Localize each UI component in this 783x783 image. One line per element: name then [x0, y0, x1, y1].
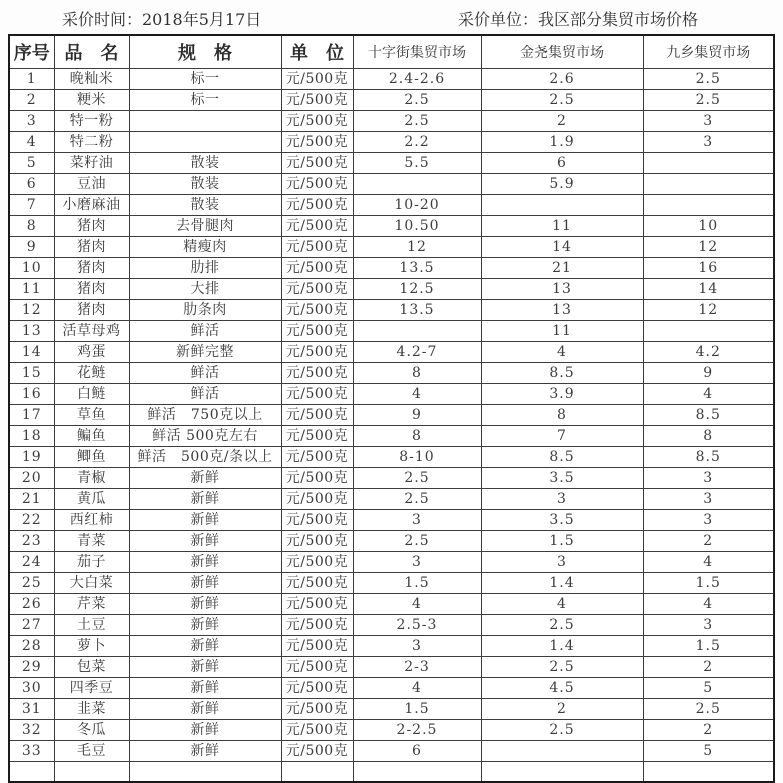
unit: 元/500克 — [281, 299, 353, 320]
spec: 散装 — [129, 194, 281, 215]
spec: 新鲜 — [129, 551, 281, 572]
empty-cell — [129, 761, 281, 782]
spec: 新鲜 — [129, 509, 281, 530]
spec: 新鲜 — [129, 656, 281, 677]
table-row — [9, 194, 774, 215]
row-index: 23 — [9, 530, 54, 551]
product-name: 晚籼米 — [54, 68, 129, 89]
spec: 新鲜 — [129, 530, 281, 551]
price-value: 3.5 — [481, 509, 643, 530]
product-name: 菜籽油 — [54, 152, 129, 173]
table-row — [9, 551, 774, 572]
product-name: 花鲢 — [54, 362, 129, 383]
product-name: 粳米 — [54, 89, 129, 110]
price-value: 14 — [643, 278, 774, 299]
table-row — [9, 383, 774, 404]
product-name: 草鱼 — [54, 404, 129, 425]
product-name: 鳊鱼 — [54, 425, 129, 446]
unit: 元/500克 — [281, 572, 353, 593]
price-value: 4 — [643, 383, 774, 404]
price-value: 12 — [643, 236, 774, 257]
unit: 元/500克 — [281, 131, 353, 152]
unit: 元/500克 — [281, 488, 353, 509]
row-index: 25 — [9, 572, 54, 593]
table-row — [9, 656, 774, 677]
price-value: 2.5 — [353, 488, 481, 509]
table-row — [9, 404, 774, 425]
price-value: 2.2 — [353, 131, 481, 152]
unit: 元/500克 — [281, 215, 353, 236]
unit: 元/500克 — [281, 446, 353, 467]
price-value: 6 — [353, 740, 481, 761]
product-name: 土豆 — [54, 614, 129, 635]
price-value: 3 — [643, 110, 774, 131]
price-value: 3 — [353, 509, 481, 530]
spec: 新鲜 — [129, 698, 281, 719]
price-value: 12.5 — [353, 278, 481, 299]
price-value: 4 — [353, 677, 481, 698]
row-index: 29 — [9, 656, 54, 677]
product-name: 四季豆 — [54, 677, 129, 698]
row-index: 7 — [9, 194, 54, 215]
price-value: 8.5 — [643, 446, 774, 467]
price-value: 11 — [481, 320, 643, 341]
row-index: 11 — [9, 278, 54, 299]
empty-cell — [481, 761, 643, 782]
price-value: 3 — [481, 551, 643, 572]
price-value: 2 — [643, 656, 774, 677]
price-value: 1.4 — [481, 572, 643, 593]
price-value — [353, 173, 481, 194]
product-name: 猪肉 — [54, 236, 129, 257]
row-index: 12 — [9, 299, 54, 320]
price-value: 1.9 — [481, 131, 643, 152]
price-value: 3 — [353, 551, 481, 572]
price-value: 12 — [353, 236, 481, 257]
row-index: 10 — [9, 257, 54, 278]
unit: 元/500克 — [281, 677, 353, 698]
price-value: 13.5 — [353, 299, 481, 320]
price-value — [643, 173, 774, 194]
spec: 新鲜 — [129, 572, 281, 593]
table-row — [9, 341, 774, 362]
spec: 散装 — [129, 152, 281, 173]
row-index: 30 — [9, 677, 54, 698]
row-index: 22 — [9, 509, 54, 530]
product-name: 芹菜 — [54, 593, 129, 614]
unit: 元/500克 — [281, 152, 353, 173]
spec: 精瘦肉 — [129, 236, 281, 257]
row-index: 26 — [9, 593, 54, 614]
price-value: 8.5 — [481, 362, 643, 383]
table-row — [9, 740, 774, 761]
product-name: 青菜 — [54, 530, 129, 551]
price-value: 1.4 — [481, 635, 643, 656]
row-index: 14 — [9, 341, 54, 362]
column-header: 单 位 — [281, 35, 353, 68]
table-row — [9, 68, 774, 89]
row-index: 24 — [9, 551, 54, 572]
spec — [129, 131, 281, 152]
product-name: 包菜 — [54, 656, 129, 677]
price-value: 2.5 — [353, 89, 481, 110]
price-value: 2-3 — [353, 656, 481, 677]
product-name: 黄瓜 — [54, 488, 129, 509]
price-value: 4 — [481, 593, 643, 614]
table-row — [9, 446, 774, 467]
table-row-partial — [9, 761, 774, 782]
spec: 标一 — [129, 68, 281, 89]
market-price-table — [8, 34, 775, 783]
price-value: 3 — [481, 488, 643, 509]
product-name: 猪肉 — [54, 257, 129, 278]
price-value: 2.5-3 — [353, 614, 481, 635]
price-value: 8 — [643, 425, 774, 446]
price-value: 2.5 — [481, 656, 643, 677]
unit: 元/500克 — [281, 89, 353, 110]
price-value: 3.9 — [481, 383, 643, 404]
spec: 新鲜 — [129, 467, 281, 488]
price-value — [353, 320, 481, 341]
unit: 元/500克 — [281, 110, 353, 131]
price-value — [481, 194, 643, 215]
unit: 元/500克 — [281, 257, 353, 278]
product-name: 大白菜 — [54, 572, 129, 593]
unit: 元/500克 — [281, 425, 353, 446]
unit: 元/500克 — [281, 719, 353, 740]
price-value: 8-10 — [353, 446, 481, 467]
spec: 新鲜 — [129, 719, 281, 740]
collection-time-label: 采价时间：2018年5月17日 — [62, 10, 262, 29]
product-name: 小磨麻油 — [54, 194, 129, 215]
table-row — [9, 131, 774, 152]
unit: 元/500克 — [281, 509, 353, 530]
spec — [129, 110, 281, 131]
product-name: 青椒 — [54, 467, 129, 488]
price-value: 7 — [481, 425, 643, 446]
price-value: 2.4-2.6 — [353, 68, 481, 89]
table-body — [9, 68, 774, 782]
price-value: 13 — [481, 299, 643, 320]
row-index: 20 — [9, 467, 54, 488]
price-value: 4.2 — [643, 341, 774, 362]
price-value: 5.9 — [481, 173, 643, 194]
table-row — [9, 299, 774, 320]
column-header: 十字街集贸市场 — [353, 35, 481, 68]
collection-unit-label: 采价单位：我区部分集贸市场价格 — [458, 10, 699, 29]
unit: 元/500克 — [281, 740, 353, 761]
table-row — [9, 467, 774, 488]
spec: 新鲜 — [129, 593, 281, 614]
empty-cell — [643, 761, 774, 782]
price-value: 2.5 — [643, 68, 774, 89]
unit: 元/500克 — [281, 467, 353, 488]
row-index: 5 — [9, 152, 54, 173]
empty-cell — [281, 761, 353, 782]
price-value: 10.50 — [353, 215, 481, 236]
price-value: 2 — [481, 110, 643, 131]
price-value: 16 — [643, 257, 774, 278]
spec: 新鲜 — [129, 740, 281, 761]
table-row — [9, 278, 774, 299]
row-index: 19 — [9, 446, 54, 467]
price-value: 1.5 — [353, 572, 481, 593]
price-value: 2.5 — [353, 530, 481, 551]
price-value: 2.5 — [353, 110, 481, 131]
row-index: 28 — [9, 635, 54, 656]
unit: 元/500克 — [281, 635, 353, 656]
unit: 元/500克 — [281, 698, 353, 719]
empty-cell — [54, 761, 129, 782]
spec: 新鲜 — [129, 488, 281, 509]
row-index: 13 — [9, 320, 54, 341]
price-value: 11 — [481, 215, 643, 236]
table-row — [9, 236, 774, 257]
price-value: 8 — [353, 362, 481, 383]
price-value: 8 — [353, 425, 481, 446]
row-index: 17 — [9, 404, 54, 425]
table-row — [9, 89, 774, 110]
price-value: 2.5 — [353, 467, 481, 488]
row-index: 6 — [9, 173, 54, 194]
price-value: 4.2-7 — [353, 341, 481, 362]
product-name: 特二粉 — [54, 131, 129, 152]
unit: 元/500克 — [281, 278, 353, 299]
spec: 新鲜 — [129, 614, 281, 635]
price-value: 9 — [353, 404, 481, 425]
unit: 元/500克 — [281, 68, 353, 89]
product-name: 豆油 — [54, 173, 129, 194]
price-value: 13.5 — [353, 257, 481, 278]
spec: 去骨腿肉 — [129, 215, 281, 236]
table-header — [9, 35, 774, 68]
price-value: 3 — [643, 509, 774, 530]
price-value: 14 — [481, 236, 643, 257]
empty-cell — [353, 761, 481, 782]
table-row — [9, 152, 774, 173]
price-value: 4 — [353, 383, 481, 404]
product-name: 茄子 — [54, 551, 129, 572]
price-value: 21 — [481, 257, 643, 278]
price-value — [643, 320, 774, 341]
table-row — [9, 698, 774, 719]
unit: 元/500克 — [281, 194, 353, 215]
price-value: 10 — [643, 215, 774, 236]
unit: 元/500克 — [281, 320, 353, 341]
table-row — [9, 635, 774, 656]
price-value: 4 — [643, 551, 774, 572]
spec: 鲜活 — [129, 383, 281, 404]
unit: 元/500克 — [281, 362, 353, 383]
unit: 元/500克 — [281, 404, 353, 425]
row-index: 9 — [9, 236, 54, 257]
product-name: 白鲢 — [54, 383, 129, 404]
row-index: 18 — [9, 425, 54, 446]
column-header: 金尧集贸市场 — [481, 35, 643, 68]
page-header — [0, 7, 783, 31]
price-value: 5 — [643, 740, 774, 761]
table-row — [9, 110, 774, 131]
row-index: 16 — [9, 383, 54, 404]
price-value: 2 — [643, 719, 774, 740]
product-name: 猪肉 — [54, 278, 129, 299]
price-value — [643, 152, 774, 173]
table-row — [9, 173, 774, 194]
price-value: 8.5 — [481, 446, 643, 467]
price-value: 5 — [643, 677, 774, 698]
unit: 元/500克 — [281, 530, 353, 551]
product-name: 猪肉 — [54, 215, 129, 236]
spec: 标一 — [129, 89, 281, 110]
price-value: 2 — [643, 530, 774, 551]
table-row — [9, 530, 774, 551]
unit: 元/500克 — [281, 173, 353, 194]
price-value: 2-2.5 — [353, 719, 481, 740]
price-value: 5.5 — [353, 152, 481, 173]
price-value: 2.5 — [643, 89, 774, 110]
row-index: 32 — [9, 719, 54, 740]
row-index: 8 — [9, 215, 54, 236]
table-row — [9, 677, 774, 698]
spec: 新鲜 — [129, 677, 281, 698]
spec: 散装 — [129, 173, 281, 194]
price-value: 3.5 — [481, 467, 643, 488]
spec: 鲜活 — [129, 362, 281, 383]
price-value: 4 — [643, 593, 774, 614]
row-index: 2 — [9, 89, 54, 110]
row-index: 1 — [9, 68, 54, 89]
price-value: 3 — [643, 467, 774, 488]
price-value: 2.6 — [481, 68, 643, 89]
spec: 大排 — [129, 278, 281, 299]
header-row — [9, 35, 774, 68]
column-header: 品 名 — [54, 35, 129, 68]
row-index: 31 — [9, 698, 54, 719]
row-index: 3 — [9, 110, 54, 131]
price-value: 1.5 — [481, 530, 643, 551]
unit: 元/500克 — [281, 383, 353, 404]
row-index: 4 — [9, 131, 54, 152]
unit: 元/500克 — [281, 656, 353, 677]
price-value: 2.5 — [481, 719, 643, 740]
spec: 鲜活 500克/条以上 — [129, 446, 281, 467]
product-name: 鸡蛋 — [54, 341, 129, 362]
spec: 鲜活 750克以上 — [129, 404, 281, 425]
product-name: 西红柿 — [54, 509, 129, 530]
table-row — [9, 488, 774, 509]
row-index: 15 — [9, 362, 54, 383]
price-value: 13 — [481, 278, 643, 299]
column-header: 序号 — [9, 35, 54, 68]
price-value: 3 — [353, 635, 481, 656]
spec: 肋条肉 — [129, 299, 281, 320]
unit: 元/500克 — [281, 236, 353, 257]
table-row — [9, 572, 774, 593]
price-value: 2.5 — [643, 698, 774, 719]
price-value: 1.5 — [353, 698, 481, 719]
table-row — [9, 215, 774, 236]
product-name: 毛豆 — [54, 740, 129, 761]
price-value: 1.5 — [643, 572, 774, 593]
price-value: 8 — [481, 404, 643, 425]
product-name: 猪肉 — [54, 299, 129, 320]
price-value: 12 — [643, 299, 774, 320]
table-row — [9, 257, 774, 278]
unit: 元/500克 — [281, 593, 353, 614]
product-name: 冬瓜 — [54, 719, 129, 740]
row-index: 21 — [9, 488, 54, 509]
spec: 鲜活 500克左右 — [129, 425, 281, 446]
unit: 元/500克 — [281, 551, 353, 572]
price-value: 2.5 — [481, 614, 643, 635]
price-value: 2.5 — [481, 89, 643, 110]
price-value: 2 — [481, 698, 643, 719]
product-name: 萝卜 — [54, 635, 129, 656]
product-name: 活草母鸡 — [54, 320, 129, 341]
price-value: 4 — [481, 341, 643, 362]
price-value: 1.5 — [643, 635, 774, 656]
unit: 元/500克 — [281, 341, 353, 362]
unit: 元/500克 — [281, 614, 353, 635]
spec: 鲜活 — [129, 320, 281, 341]
column-header: 九乡集贸市场 — [643, 35, 774, 68]
table-row — [9, 320, 774, 341]
table-row — [9, 719, 774, 740]
price-value: 10-20 — [353, 194, 481, 215]
table-row — [9, 509, 774, 530]
table-row — [9, 425, 774, 446]
spec: 肋排 — [129, 257, 281, 278]
price-value — [643, 194, 774, 215]
spec: 新鲜 — [129, 635, 281, 656]
price-value: 9 — [643, 362, 774, 383]
price-value: 3 — [643, 488, 774, 509]
empty-cell — [9, 761, 54, 782]
table-row — [9, 614, 774, 635]
product-name: 韭菜 — [54, 698, 129, 719]
table-row — [9, 362, 774, 383]
spec: 新鲜完整 — [129, 341, 281, 362]
price-value — [481, 740, 643, 761]
price-value: 4 — [353, 593, 481, 614]
column-header: 规 格 — [129, 35, 281, 68]
row-index: 27 — [9, 614, 54, 635]
price-value: 4.5 — [481, 677, 643, 698]
price-value: 3 — [643, 131, 774, 152]
product-name: 鲫鱼 — [54, 446, 129, 467]
row-index: 33 — [9, 740, 54, 761]
price-value: 8.5 — [643, 404, 774, 425]
product-name: 特一粉 — [54, 110, 129, 131]
price-value: 3 — [643, 614, 774, 635]
price-value: 6 — [481, 152, 643, 173]
table-row — [9, 593, 774, 614]
